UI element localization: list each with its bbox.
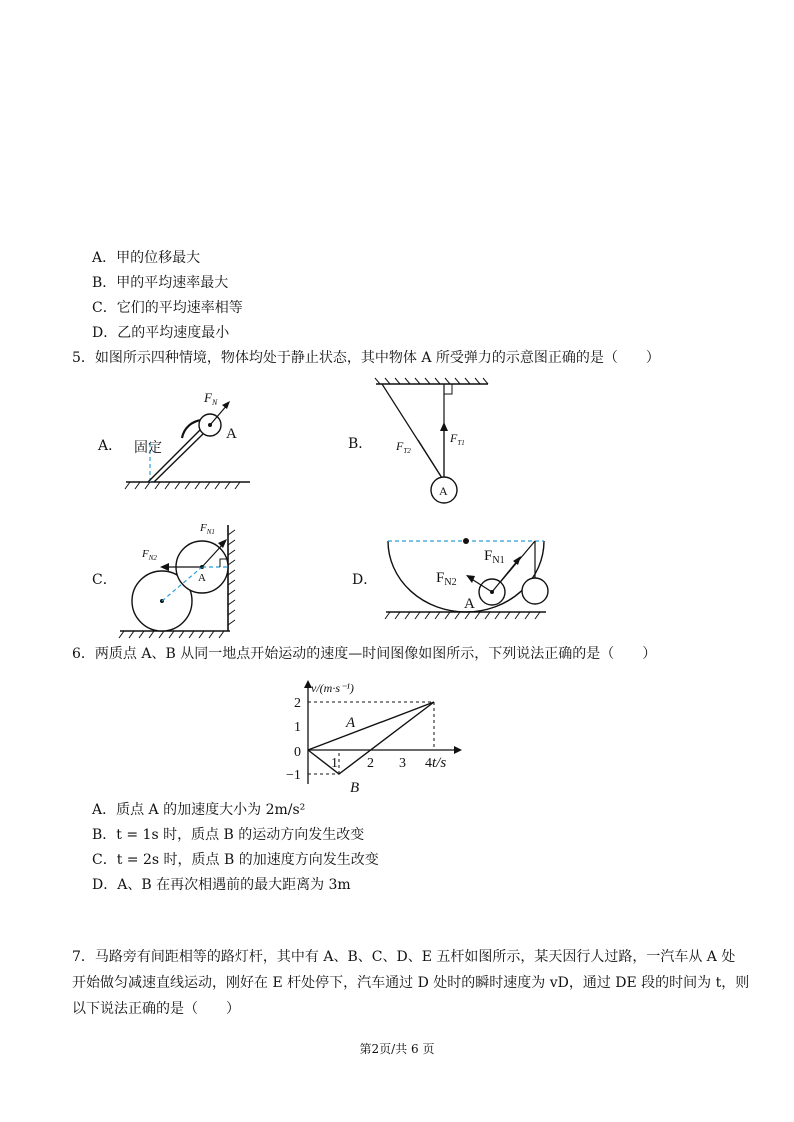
q5-stem: 5．如图所示四种情境，物体均处于静止状态，其中物体 A 所受弹力的示意图正确的是（ ） (72, 350, 660, 366)
q7-line-2: 开始做匀减速直线运动，刚好在 E 杆处停下，汽车通过 D 处时的瞬时速度为 vD，通过 DE 段的时间为 t，则 (72, 975, 750, 991)
q5-c-body-label: A (198, 572, 206, 584)
svg-text:FT1 (449, 431, 465, 447)
q5-b-body-label: A (439, 484, 448, 498)
q4-option-b: B．甲的平均速率最大 (92, 275, 229, 291)
q5-a-force-sub: N (211, 398, 218, 407)
q7-line-1: 7．马路旁有间距相等的路灯杆，其中有 A、B、C、D、E 五杆如图所示，某天因行人过路，一汽车从 A 处 (72, 949, 736, 965)
q6-option-d: D．A、B 在再次相遇前的最大距离为 3m (92, 877, 351, 893)
q6-line-a (308, 702, 434, 750)
q5-d-f2-label: F (436, 570, 445, 586)
q5-d-f2-sub: N2 (444, 577, 457, 588)
q5-d-body-label: A (464, 596, 475, 612)
q5-a-body-label: A (226, 426, 237, 442)
q5-fig-c-option: C． (92, 572, 117, 588)
q6-xtick-4: 4 (425, 756, 432, 771)
svg-text:FN2 (436, 570, 457, 588)
q5-c-f2-label: F (142, 548, 149, 560)
q5-fig-a-option: A． (98, 438, 123, 454)
q6-xlabel: t/s (432, 755, 447, 771)
q6-label-b: B (350, 780, 360, 796)
q6-xtick-2: 2 (367, 756, 374, 771)
q5-b-f2-label: F (396, 439, 404, 453)
q6-xtick-1: 1 (331, 756, 338, 771)
q6-label-a: A (346, 715, 356, 731)
q6-ytick-0: 0 (294, 745, 301, 760)
q5-figure-c (112, 515, 242, 640)
q4-option-d: D．乙的平均速度最小 (92, 325, 230, 341)
svg-text:FN (203, 390, 218, 407)
q6-ytick-neg1: −1 (286, 768, 301, 783)
q4-option-a: A．甲的位移最大 (92, 250, 201, 266)
q5-fig-d-option: D． (352, 572, 378, 588)
q5-d-f1-label: F (484, 548, 493, 564)
q6-option-b: B．t = 1s 时，质点 B 的运动方向发生改变 (92, 827, 365, 843)
q5-b-f1-label: F (450, 431, 458, 445)
q5-figure-b (370, 378, 500, 508)
q5-b-f2-sub: T2 (403, 447, 411, 455)
q6-stem: 6．两质点 A、B 从同一地点开始运动的速度—时间图像如图所示，下列说法正确的是（ ） (72, 646, 657, 662)
q5-c-f1-sub: N1 (206, 528, 215, 536)
q5-a-fixed-label: 固定 (134, 441, 162, 456)
q5-figure-d (380, 530, 560, 630)
q6-ytick-1: 1 (294, 720, 301, 735)
svg-text:FN1 (199, 522, 215, 536)
q5-fig-b-option: B． (348, 436, 373, 452)
svg-text:FN2 (141, 548, 157, 562)
q5-d-ball-right (522, 578, 548, 604)
q5-c-f2-sub: N2 (148, 554, 157, 562)
page-footer: 第2页/共 6 页 (359, 1042, 435, 1056)
q5-c-f1-label: F (200, 522, 207, 534)
svg-text:FT2 (395, 439, 411, 455)
q5-figure-a (120, 380, 260, 495)
q4-option-c: C．它们的平均速率相等 (92, 300, 243, 316)
q5-d-f1-sub: N1 (492, 555, 505, 566)
q6-option-c: C．t = 2s 时，质点 B 的加速度方向发生改变 (92, 852, 379, 868)
q6-ytick-2: 2 (294, 696, 301, 711)
svg-text:FN1 (484, 548, 505, 566)
q6-vt-graph (280, 676, 480, 796)
q7-line-3: 以下说法正确的是（ ） (72, 1001, 240, 1017)
q6-ylabel: v/(m·s⁻¹) (311, 681, 354, 695)
q5-a-force-label: F (204, 390, 212, 405)
q6-xtick-3: 3 (399, 756, 406, 771)
q6-option-a: A．质点 A 的加速度大小为 2m/s² (92, 802, 306, 818)
q5-b-f1-sub: T1 (457, 439, 465, 447)
